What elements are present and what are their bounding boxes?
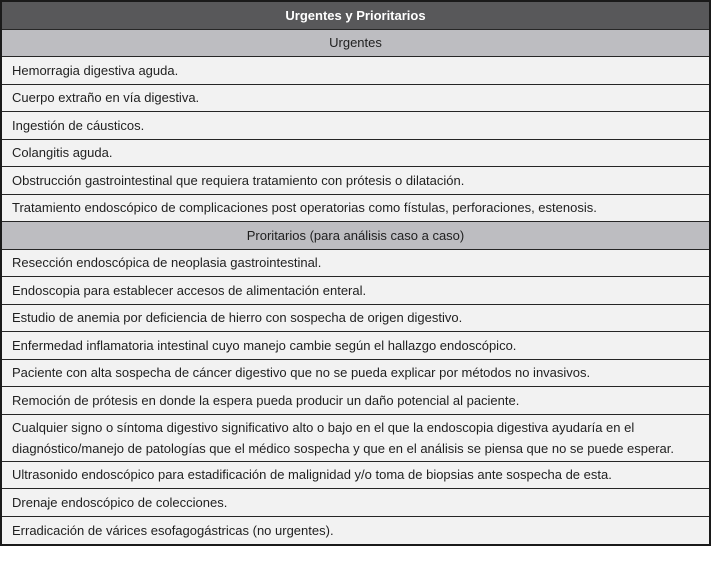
table-row: Obstrucción gastrointestinal que requiera tratamiento con prótesis o dilatación. <box>2 167 709 195</box>
table-row: Cualquier signo o síntoma digestivo significativo alto o bajo en el que la endoscopia digestiva ayudaría en el diagnóstico/manejo de patologías que el médico sospecha y que en el análisis se piensa que no se puede esperar. <box>2 415 709 462</box>
table-row: Estudio de anemia por deficiencia de hierro con sospecha de origen digestivo. <box>2 305 709 333</box>
section-header-urgentes: Urgentes <box>2 30 709 58</box>
table-row: Endoscopia para establecer accesos de alimentación enteral. <box>2 277 709 305</box>
table-row: Drenaje endoscópico de colecciones. <box>2 489 709 517</box>
table-row: Resección endoscópica de neoplasia gastrointestinal. <box>2 250 709 278</box>
table-row: Cuerpo extraño en vía digestiva. <box>2 85 709 113</box>
table-row: Tratamiento endoscópico de complicaciones post operatorias como fístulas, perforaciones, estenosis. <box>2 195 709 223</box>
table-row: Ingestión de cáusticos. <box>2 112 709 140</box>
table-row: Ultrasonido endoscópico para estadificación de malignidad y/o toma de biopsias ante sospecha de esta. <box>2 462 709 490</box>
table-row: Erradicación de várices esofagogástricas (no urgentes). <box>2 517 709 545</box>
table-row: Paciente con alta sospecha de cáncer digestivo que no se pueda explicar por métodos no invasivos. <box>2 360 709 388</box>
table-title: Urgentes y Prioritarios <box>2 2 709 30</box>
table-row: Colangitis aguda. <box>2 140 709 168</box>
section-header-prioritarios: Proritarios (para análisis caso a caso) <box>2 222 709 250</box>
table-row: Enfermedad inflamatoria intestinal cuyo manejo cambie según el hallazgo endoscópico. <box>2 332 709 360</box>
table-row: Remoción de prótesis en donde la espera pueda producir un daño potencial al paciente. <box>2 387 709 415</box>
table-row: Hemorragia digestiva aguda. <box>2 57 709 85</box>
